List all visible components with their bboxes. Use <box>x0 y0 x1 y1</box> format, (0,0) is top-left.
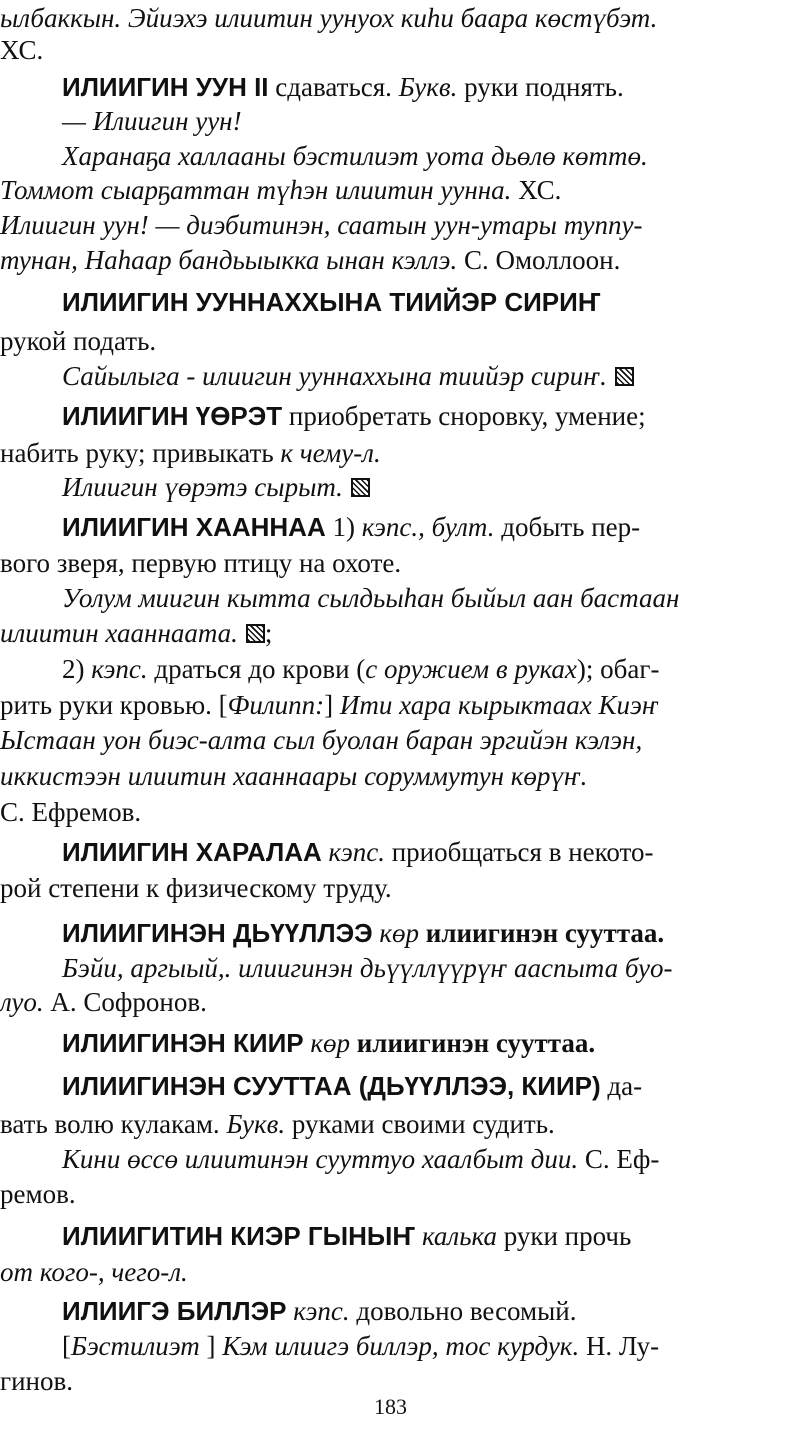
text-line <box>62 1330 659 1362</box>
text-span: Бэстилиэт <box>71 1331 200 1361</box>
text-span: ); обаг- <box>576 654 660 684</box>
text-span: Томмот сыарҕаттан түһэн илиитин уунна. <box>0 175 512 205</box>
text-span: кэпс. <box>293 1296 350 1326</box>
text-span: ремов. <box>0 1179 76 1209</box>
text-line <box>62 1070 642 1102</box>
text-line <box>0 872 392 904</box>
text-span: Илиигин үөрэтэ сырыт. <box>62 472 343 502</box>
text-line <box>0 174 561 206</box>
text-span: драться до крови ( <box>147 654 366 684</box>
text-line <box>62 286 601 318</box>
text-span: приобщаться в некото- <box>384 837 654 867</box>
text-line <box>0 34 43 66</box>
text-line <box>0 689 659 721</box>
text-span: кэпс. <box>91 654 148 684</box>
headword: ИЛИИГИН УУННАХХЫНА ТИИЙЭР СИРИҤ <box>62 287 601 317</box>
text-span: кэпс., булт. <box>361 512 495 542</box>
text-line <box>0 437 381 469</box>
text-span: набить руку; привыкать <box>0 438 281 468</box>
text-span: да- <box>600 1071 643 1101</box>
text-span: Ити хара кырыктаах Киэҥ <box>339 690 659 720</box>
text-span: тунан, Наһаар бандьыыкка ынан кэллэ. <box>0 245 458 275</box>
text-line <box>0 325 156 357</box>
text-span: довольно весомый. <box>349 1296 577 1326</box>
text-line <box>62 511 640 543</box>
text-line <box>62 105 242 137</box>
text-line <box>62 653 659 685</box>
text-span: Кини өссө илиитинэн сууттуо хаалбыт дии. <box>62 1144 579 1174</box>
text-span: 1) <box>325 512 362 542</box>
text-span: ] <box>324 690 340 720</box>
text-line <box>62 360 634 392</box>
text-span: приобретать сноровку, умение; <box>282 401 646 431</box>
text-span: с оружием в руках <box>365 654 577 684</box>
text-line <box>62 1143 659 1175</box>
text-span: С. Еф- <box>578 1144 660 1174</box>
text-span: сдаваться. <box>268 72 399 102</box>
text-span: Илиигин уун! — диэбитинэн, саатын уун-утары туппу- <box>0 210 643 240</box>
text-line <box>62 582 679 614</box>
headword: ИЛИИГИНЭН КИИР <box>62 1028 304 1058</box>
text-line <box>0 209 643 241</box>
text-span: Бэйи, аргыый,. илиигинэн дьүүллүүрүҥ ааспыта буо- <box>62 953 673 983</box>
text-span: Сайылыга - илиигин ууннаххына тиийэр сириҥ. <box>62 361 607 391</box>
text-span: илиитин хааннаата. <box>0 618 238 648</box>
text-span: ] <box>199 1331 223 1361</box>
text-span: [ <box>62 1331 71 1361</box>
text-span: А. Софронов. <box>43 987 207 1017</box>
text-span: гинов. <box>0 1366 73 1396</box>
text-span <box>415 1221 422 1251</box>
text-line <box>62 140 648 172</box>
text-span: вать волю кулакам. <box>0 1109 227 1139</box>
text-span: руки прочь <box>496 1221 632 1251</box>
text-line <box>0 2 657 34</box>
headword: ИЛИИГИТИН КИЭР ГЫНЫҤ <box>62 1221 416 1251</box>
text-span: добыть пер- <box>494 512 641 542</box>
hatched-box-icon <box>615 367 634 386</box>
text-span: Уолум миигин кытта сылдьыһан быйыл аан бастаан <box>62 583 680 613</box>
text-line <box>62 1027 595 1059</box>
headword: ИЛИИГИНЭН ДЬҮҮЛЛЭЭ <box>62 918 373 948</box>
text-line <box>62 952 673 984</box>
text-span: көр <box>379 918 420 948</box>
text-span: кэпс. <box>328 837 385 867</box>
text-span: иккистээн илиитин хааннаары соруммутун көрүҥ. <box>0 761 588 791</box>
headword: ИЛИИГИН ХААННАА <box>62 512 326 542</box>
text-line <box>0 1108 555 1140</box>
text-line <box>62 400 646 432</box>
headword: ИЛИИГИНЭН СУУТТАА (ДЬҮҮЛЛЭЭ, КИИР) <box>62 1071 601 1101</box>
headword: ИЛИИГИН ХАРАЛАА <box>62 837 322 867</box>
text-span: илиигинэн сууттаа. <box>349 1028 596 1058</box>
text-span: руки поднять. <box>457 72 624 102</box>
text-span: ХС. <box>0 35 44 65</box>
text-span <box>322 837 329 867</box>
text-line <box>0 547 401 579</box>
text-span: к чему-л. <box>280 438 381 468</box>
text-span: луо. <box>0 987 44 1017</box>
text-span: ; <box>264 618 273 648</box>
text-line <box>0 244 620 276</box>
hatched-box-icon <box>246 624 265 643</box>
text-span: от кого-, чего-л. <box>0 1257 188 1287</box>
hatched-box-icon <box>351 478 370 497</box>
text-line <box>62 1295 576 1327</box>
text-span: рить руки кровью. [ <box>0 690 228 720</box>
text-span: ылбаккын. Эйиэхэ илиитин уунуох киһи баара көстүбэт. <box>0 3 658 33</box>
headword: ИЛИИГЭ БИЛЛЭР <box>62 1296 287 1326</box>
text-line <box>0 760 587 792</box>
text-line <box>62 71 624 103</box>
text-span: вого зверя, первую птицу на охоте. <box>0 548 402 578</box>
text-span: С. Омоллоон. <box>457 245 621 275</box>
text-line <box>0 986 207 1018</box>
text-span: Харанаҕа халлааны бэстилиэт уота дьөлө көттө. <box>62 141 648 171</box>
text-line <box>62 471 370 503</box>
text-span: руками своими судить. <box>285 1109 555 1139</box>
text-span: рукой подать. <box>0 326 157 356</box>
text-span: — Илиигин уун! <box>62 106 242 136</box>
text-line <box>62 836 653 868</box>
text-span: рой степени к физическому труду. <box>0 873 392 903</box>
text-span: Ыстаан уон биэс-алта сыл буолан баран эргийэн кэлэн, <box>0 725 643 755</box>
text-span: көр <box>310 1028 350 1058</box>
text-span: 2) <box>62 654 92 684</box>
text-span: калька <box>421 1221 497 1251</box>
text-line <box>0 1256 188 1288</box>
text-span: ХС. <box>511 175 562 205</box>
headword: ИЛИИГИН УУН II <box>62 72 269 102</box>
text-line <box>62 1220 631 1252</box>
text-span: Н. Лу- <box>579 1331 660 1361</box>
text-line <box>0 724 642 756</box>
text-span: Букв. <box>226 1109 286 1139</box>
page-number: 183 <box>374 1394 407 1419</box>
text-span: С. Ефремов. <box>0 797 142 827</box>
text-line <box>62 917 664 949</box>
text-span: илиигинэн сууттаа. <box>419 918 665 948</box>
text-line <box>0 796 141 828</box>
headword: ИЛИИГИН ҮӨРЭТ <box>62 401 283 431</box>
text-span: Букв. <box>398 72 458 102</box>
text-span: Кэм илиигэ биллэр, тос курдук. <box>222 1331 580 1361</box>
text-span: Филипп: <box>227 690 325 720</box>
text-line <box>0 1365 73 1397</box>
text-line <box>0 617 272 649</box>
text-line <box>0 1178 76 1210</box>
